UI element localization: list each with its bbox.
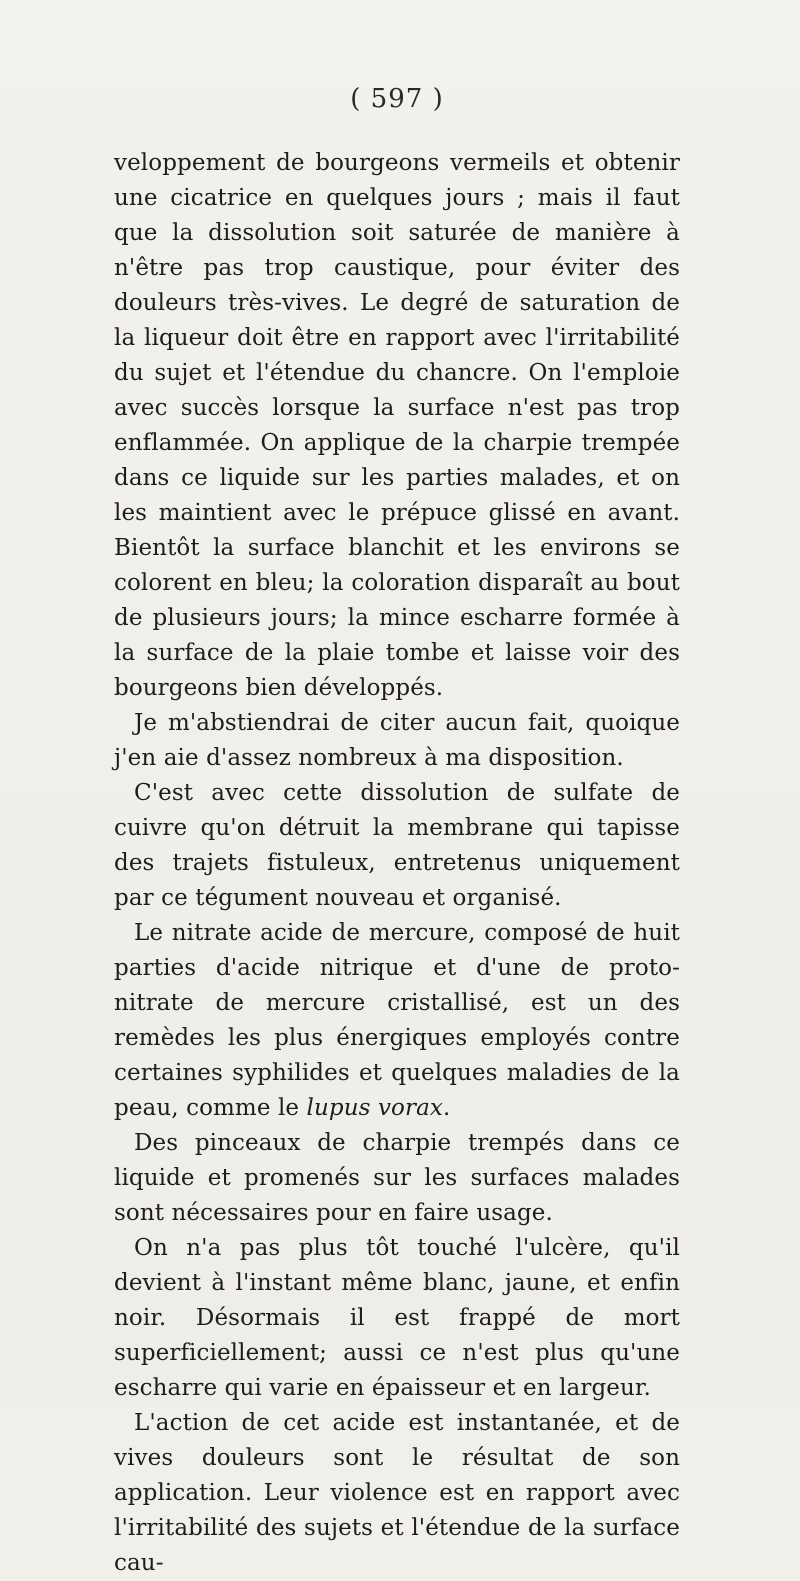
paragraph-4-ending: . xyxy=(442,1095,451,1121)
page-number: ( 597 ) xyxy=(350,84,444,114)
paragraph-7: L'action de cet acide est instantanée, et de vives douleurs sont le résultat de son application. Leur violence est en rapport avec l'irritabilité des sujets et l'étendue de la surface cau- xyxy=(114,1410,680,1576)
paragraph-5: Des pinceaux de charpie trempés dans ce liquide et promenés sur les surfaces malades sont nécessaires pour en faire usage. xyxy=(114,1130,680,1226)
paragraph-1: veloppement de bourgeons vermeils et obtenir une cicatrice en quelques jours ; mais il faut que la dissolution soit saturée de manière à n'être pas trop caustique, pour éviter des douleurs très-vives. Le degré de saturation de la liqueur doit être en rapport avec l'irritabilité du sujet et l'étendue du chancre. On l'emploie avec succès lorsque la surface n'est pas trop enflammée. On applique de la charpie trempée dans ce liquide sur les parties malades, et on les maintient avec le prépuce glissé en avant. Bientôt la surface blanchit et les environs se colorent en bleu; la coloration disparaît au bout de plusieurs jours; la mince escharre formée à la surface de la plaie tombe et laisse voir des bourgeons bien développés. xyxy=(114,150,680,701)
paragraph-2: Je m'abstiendrai de citer aucun fait, quoique j'en aie d'assez nombreux à ma disposition. xyxy=(114,710,680,771)
italic-term: lupus vorax xyxy=(306,1095,443,1121)
paragraph-6: On n'a pas plus tôt touché l'ulcère, qu'il devient à l'instant même blanc, jaune, et enfin noir. Désormais il est frappé de mort superficiellement; aussi ce n'est plus qu'une escharre qui varie en épaisseur et en largeur. xyxy=(114,1235,680,1401)
paragraph-3: C'est avec cette dissolution de sulfate de cuivre qu'on détruit la membrane qui tapisse des trajets fistuleux, entretenus uniquement par ce tégument nouveau et organisé. xyxy=(114,780,680,911)
paragraph-4 xyxy=(114,916,680,1126)
page-text xyxy=(114,146,680,1581)
paragraph-4-text: Le nitrate acide de mercure, composé de huit parties d'acide nitrique et d'une de proto-nitrate de mercure cristallisé, est un des remèdes les plus énergiques employés contre certaines syphilides et quelques maladies de la peau, comme le xyxy=(114,920,680,1121)
